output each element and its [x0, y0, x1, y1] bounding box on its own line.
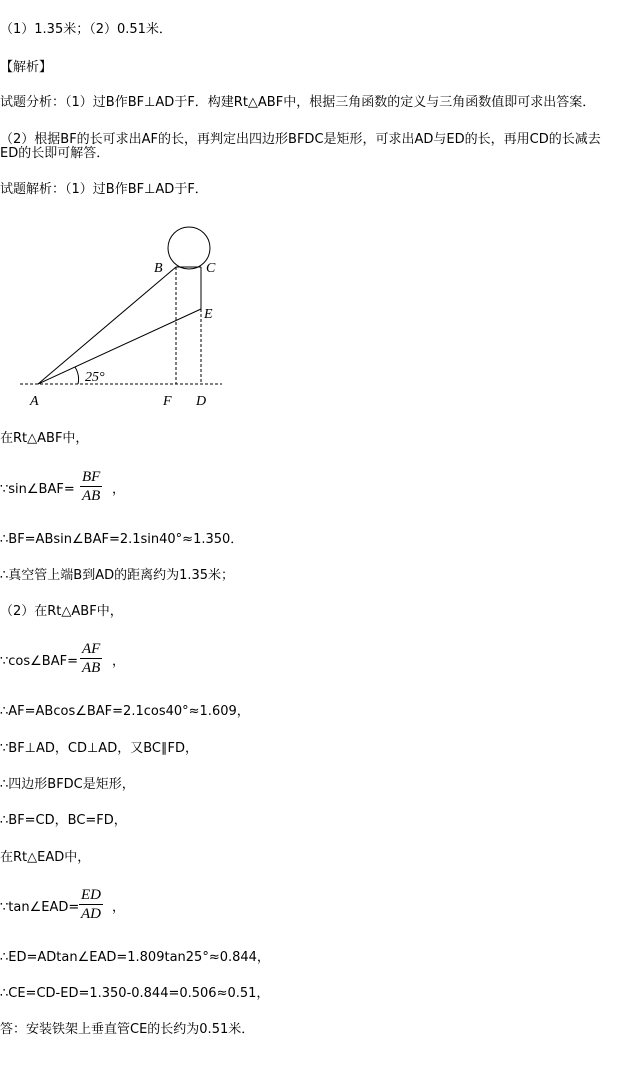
fraction-ed-ad: [79, 886, 103, 923]
geometry-diagram: [0, 215, 260, 415]
analysis-part2-line1: （2）根据BF的长可求出AF的长，再判定出四边形BFDC是矩形，可求出AD与ED的长，再用CD的长减去: [0, 132, 601, 147]
label-b: B: [154, 261, 163, 276]
step-2-suffix: ，: [112, 482, 126, 497]
segment-ab: [38, 267, 176, 384]
answer-line: （1）1.35米；（2）0.51米．: [0, 22, 172, 37]
final-answer: 答：安装铁架上垂直管CE的长约为0.51米．: [0, 1022, 255, 1037]
section-title: 【解析】: [0, 60, 53, 75]
step-11: 在Rt△EAD中，: [0, 850, 91, 865]
step-5: （2）在Rt△ABF中，: [0, 604, 123, 619]
step-6-suffix: ，: [112, 654, 126, 669]
label-c: C: [206, 261, 216, 276]
analysis-part1: 试题分析：（1）过B作BF⊥AD于F．构建Rt△ABF中，根据三角函数的定义与三角函数值即可求出答案．: [0, 95, 596, 110]
analysis-part2-line2: ED的长即可解答．: [0, 146, 110, 161]
fraction-denominator: AB: [82, 488, 101, 504]
fraction-numerator: AF: [82, 641, 101, 657]
step-2-prefix: ∵sin∠BAF=: [0, 482, 75, 497]
angle-label: 25°: [85, 370, 105, 385]
label-e: E: [204, 307, 213, 322]
fraction-af-ab: [80, 640, 102, 677]
step-7: ∴AF=ABcos∠BAF=2.1cos40°≈1.609，: [0, 704, 250, 719]
step-10: ∴BF=CD，BC=FD，: [0, 813, 127, 828]
step-12-suffix: ，: [112, 900, 126, 915]
segment-ae: [38, 309, 201, 384]
step-1: 在Rt△ABF中，: [0, 431, 89, 446]
step-12-prefix: ∵tan∠EAD=: [0, 900, 80, 915]
label-d: D: [196, 394, 207, 409]
step-9: ∴四边形BFDC是矩形，: [0, 777, 135, 792]
fraction-denominator: AD: [81, 906, 101, 922]
angle-arc: [75, 367, 79, 384]
label-a: A: [30, 394, 39, 409]
fraction-numerator: BF: [82, 469, 101, 485]
step-14: ∴CE=CD-ED=1.350-0.844=0.506≈0.51，: [0, 986, 270, 1001]
label-f: F: [163, 394, 172, 409]
step-3: ∴BF=ABsin∠BAF=2.1sin40°≈1.350．: [0, 532, 244, 547]
step-4: ∴真空管上端B到AD的距离约为1.35米；: [0, 568, 235, 583]
fraction-bf-ab: [80, 468, 102, 505]
fraction-numerator: ED: [81, 887, 101, 903]
tank-circle: [168, 227, 210, 269]
step-8: ∵BF⊥AD，CD⊥AD，又BC∥FD，: [0, 741, 198, 756]
fraction-denominator: AB: [82, 660, 101, 676]
step-13: ∴ED=ADtan∠EAD=1.809tan25°≈0.844，: [0, 950, 270, 965]
solution-intro: 试题解析：（1）过B作BF⊥AD于F．: [0, 182, 208, 197]
step-6-prefix: ∵cos∠BAF=: [0, 654, 78, 669]
